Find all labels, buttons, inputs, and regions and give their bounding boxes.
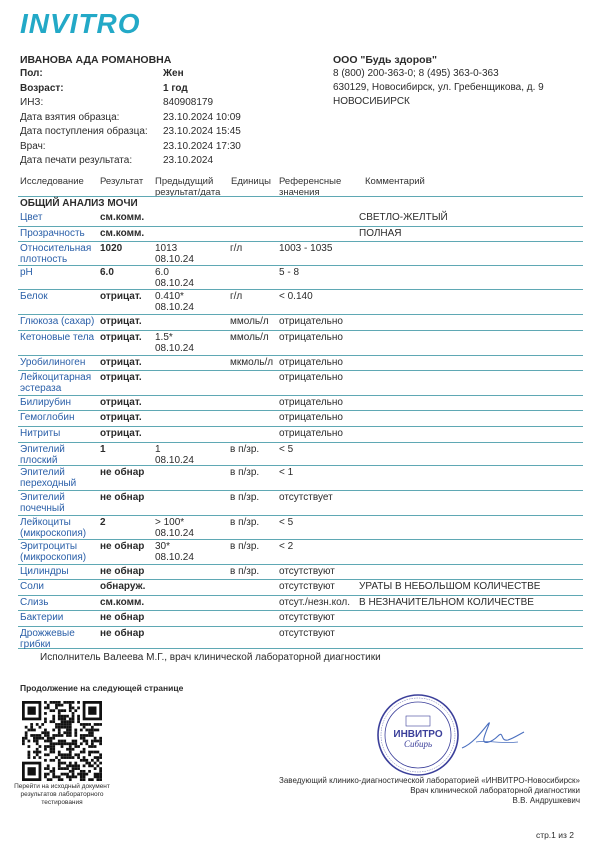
table-row xyxy=(18,211,583,227)
col-ref xyxy=(279,176,341,198)
org-city: НОВОСИБИРСК xyxy=(333,96,410,107)
test-name: Эпителий почечный xyxy=(20,492,65,514)
lab-stamp xyxy=(376,693,460,777)
test-result: отрицат. xyxy=(100,428,142,439)
test-result: 1 xyxy=(100,444,106,455)
test-result: см.комм. xyxy=(100,228,145,239)
patient-field-value: 1 год xyxy=(163,82,188,94)
patient-field-value: 23.10.2024 xyxy=(163,155,214,166)
table-row xyxy=(18,443,583,466)
test-result: не обнар xyxy=(100,566,145,577)
signature-mark xyxy=(458,716,528,756)
test-result: отрицат. xyxy=(100,412,142,423)
qr-code[interactable] xyxy=(22,701,102,781)
patient-field-label: Возраст: xyxy=(20,82,64,94)
org-name: ООО "Будь здоров" xyxy=(333,54,437,66)
test-name: Слизь xyxy=(20,597,49,608)
patient-field-label: Пол: xyxy=(20,68,43,79)
test-result: не обнар xyxy=(100,628,145,639)
table-row xyxy=(18,227,583,242)
test-previous xyxy=(155,444,230,466)
table-row xyxy=(18,516,583,540)
test-name: Эритроциты (микроскопия) xyxy=(20,541,87,563)
previous-value: 0.410* xyxy=(155,291,184,302)
previous-date: 08.10.24 xyxy=(155,278,194,289)
test-reference: отрицательно xyxy=(279,316,343,327)
test-unit: в п/зр. xyxy=(230,541,260,552)
previous-value: 6.0 xyxy=(155,267,169,278)
table-row xyxy=(18,266,583,290)
previous-value: 1 xyxy=(155,444,161,455)
test-result: отрицат. xyxy=(100,316,142,327)
signature-line-1: Заведующий клинико-диагностической лабораторией «ИНВИТРО-Новосибирск» xyxy=(279,776,580,785)
table-row xyxy=(18,411,583,427)
test-name: Эпителий переходный xyxy=(20,467,77,489)
test-result: 2 xyxy=(100,517,106,528)
patient-field-value: Жен xyxy=(163,68,184,79)
test-name: Глюкоза (сахар) xyxy=(20,316,95,327)
table-row xyxy=(18,356,583,371)
test-unit: в п/зр. xyxy=(230,517,260,528)
test-reference: отрицательно xyxy=(279,412,343,423)
patient-field-label: Дата печати результата: xyxy=(20,155,133,166)
test-name: Относительная плотность xyxy=(20,243,92,265)
previous-date: 08.10.24 xyxy=(155,552,194,563)
test-name: Бактерии xyxy=(20,612,64,623)
test-reference: отрицательно xyxy=(279,397,343,408)
header-rule xyxy=(18,196,583,197)
stamp-line-1: ИНВИТРО xyxy=(393,729,443,740)
test-name: Прозрачность xyxy=(20,228,85,239)
test-reference: < 0.140 xyxy=(279,291,313,302)
test-name: Цилиндры xyxy=(20,566,69,577)
continued-note: Продолжение на следующей странице xyxy=(20,683,184,693)
test-reference: отсутствуют xyxy=(279,581,335,592)
test-result: отрицат. xyxy=(100,291,142,302)
test-reference: < 5 xyxy=(279,517,294,528)
previous-value: 30* xyxy=(155,541,171,552)
signature-line-3: В.В. Андрушкевич xyxy=(512,796,580,805)
test-unit: мкмоль/л xyxy=(230,357,274,368)
section-title: ОБЩИЙ АНАЛИЗ МОЧИ xyxy=(20,198,138,209)
test-reference: < 1 xyxy=(279,467,294,478)
test-name: Белок xyxy=(20,291,48,302)
patient-field-value: 840908179 xyxy=(163,97,214,108)
test-comment: СВЕТЛО-ЖЕЛТЫЙ xyxy=(359,212,448,223)
test-previous xyxy=(155,291,230,313)
col-ref-line1: Референсные xyxy=(279,176,342,187)
signature-line-2: Врач клинической лабораторной диагностики xyxy=(410,786,580,795)
test-unit: в п/зр. xyxy=(230,467,260,478)
previous-date: 08.10.24 xyxy=(155,455,194,466)
patient-field-value: 23.10.2024 15:45 xyxy=(163,126,241,137)
col-prev-line1: Предыдущий xyxy=(155,176,214,187)
table-row xyxy=(18,596,583,611)
test-previous xyxy=(155,541,230,563)
table-row xyxy=(18,580,583,596)
test-reference: отсут./незн.кол. xyxy=(279,597,351,608)
test-previous xyxy=(155,517,230,539)
test-reference: отсутствует xyxy=(279,492,333,503)
table-row xyxy=(18,396,583,411)
patient-field-label: ИНЗ: xyxy=(20,97,44,108)
test-result: отрицат. xyxy=(100,332,142,343)
patient-field-label: Врач: xyxy=(20,140,46,152)
table-row xyxy=(18,371,583,396)
signature-block xyxy=(250,776,580,806)
test-result: не обнар xyxy=(100,467,145,478)
col-ref-line2: значения xyxy=(279,187,320,198)
patient-field-value: 23.10.2024 10:09 xyxy=(163,111,241,123)
test-name: Цвет xyxy=(20,212,43,223)
test-result: не обнар xyxy=(100,541,145,552)
previous-date: 08.10.24 xyxy=(155,343,194,354)
table-row xyxy=(18,611,583,627)
test-previous xyxy=(155,332,230,354)
test-reference: 5 - 8 xyxy=(279,267,300,278)
test-result: см.комм. xyxy=(100,212,145,223)
test-unit: г/л xyxy=(230,291,243,302)
test-name: Лейкоциты (микроскопия) xyxy=(20,517,87,539)
test-reference: отрицательно xyxy=(279,357,343,368)
patient-field-label: Дата взятия образца: xyxy=(20,111,120,123)
test-result: отрицат. xyxy=(100,397,142,408)
test-reference: 1003 - 1035 xyxy=(279,243,333,254)
table-row xyxy=(18,427,583,443)
col-result: Результат xyxy=(100,176,144,187)
table-row xyxy=(18,540,583,565)
test-result: 6.0 xyxy=(100,267,114,278)
table-row xyxy=(18,565,583,580)
org-phones: 8 (800) 200-363-0; 8 (495) 363-0-363 xyxy=(333,68,499,79)
test-unit: в п/зр. xyxy=(230,492,260,503)
test-reference: отрицательно xyxy=(279,372,343,383)
test-result: не обнар xyxy=(100,612,145,623)
col-comment: Комментарий xyxy=(365,176,425,187)
test-unit: ммоль/л xyxy=(230,316,269,327)
table-row xyxy=(18,491,583,516)
test-name: Кетоновые тела xyxy=(20,332,95,343)
table-row xyxy=(18,466,583,491)
test-result: отрицат. xyxy=(100,372,142,383)
test-name: Нитриты xyxy=(20,428,61,439)
test-name: Лейкоцитарная эстераза xyxy=(20,372,92,394)
previous-date: 08.10.24 xyxy=(155,528,194,539)
qr-caption: Перейти на исходный документ результатов лабораторного тестирования xyxy=(14,783,110,806)
test-name: Эпителий плоский xyxy=(20,444,65,466)
table-row xyxy=(18,242,583,266)
test-result: отрицат. xyxy=(100,357,142,368)
test-name: Соли xyxy=(20,581,44,592)
patient-field-value: 23.10.2024 17:30 xyxy=(163,140,241,152)
previous-date: 08.10.24 xyxy=(155,302,194,313)
table-row xyxy=(18,331,583,356)
test-reference: отрицательно xyxy=(279,428,343,439)
table-row xyxy=(18,315,583,331)
test-reference: отсутствуют xyxy=(279,628,335,639)
col-test: Исследование xyxy=(20,176,84,187)
test-previous xyxy=(155,267,230,289)
test-comment: УРАТЫ В НЕБОЛЬШОМ КОЛИЧЕСТВЕ xyxy=(359,581,541,592)
test-name: Дрожжевые грибки xyxy=(20,628,75,650)
test-reference: < 5 xyxy=(279,444,294,455)
test-reference: отсутствуют xyxy=(279,612,335,623)
col-prev xyxy=(155,176,220,198)
test-reference: отсутствуют xyxy=(279,566,335,577)
previous-value: > 100* xyxy=(155,517,185,528)
previous-value: 1.5* xyxy=(155,332,173,343)
patient-field-label: Дата поступления образца: xyxy=(20,126,148,137)
test-previous xyxy=(155,243,230,265)
test-name: Уробилиноген xyxy=(20,357,86,368)
table-row xyxy=(18,627,583,649)
test-name: Билирубин xyxy=(20,397,71,408)
test-result: обнаруж. xyxy=(100,581,146,592)
patient-name: ИВАНОВА АДА РОМАНОВНА xyxy=(20,54,172,66)
test-comment: ПОЛНАЯ xyxy=(359,228,402,239)
test-result: см.комм. xyxy=(100,597,145,608)
table-row xyxy=(18,290,583,315)
test-reference: < 2 xyxy=(279,541,294,552)
org-address: 630129, Новосибирск, ул. Гребенщикова, д. 9 xyxy=(333,82,544,93)
test-unit: в п/зр. xyxy=(230,444,260,455)
test-name: Гемоглобин xyxy=(20,412,75,423)
test-result: 1020 xyxy=(100,243,123,254)
page-number: стр.1 из 2 xyxy=(535,830,574,840)
test-unit: в п/зр. xyxy=(230,566,260,577)
stamp-line-2: Сибирь xyxy=(403,739,433,749)
test-name: pH xyxy=(20,267,33,278)
previous-value: 1013 xyxy=(155,243,178,254)
performer: Исполнитель Валеева М.Г., врач клинической лабораторной диагностики xyxy=(40,652,381,663)
test-comment: В НЕЗНАЧИТЕЛЬНОМ КОЛИЧЕСТВЕ xyxy=(359,597,534,608)
col-units: Единицы xyxy=(231,176,272,187)
test-result: не обнар xyxy=(100,492,145,503)
previous-date: 08.10.24 xyxy=(155,254,194,265)
test-unit: г/л xyxy=(230,243,243,254)
test-unit: ммоль/л xyxy=(230,332,269,343)
col-prev-line2: результат/дата xyxy=(155,187,221,198)
invitro-logo: INVITRO xyxy=(20,8,141,39)
test-reference: отрицательно xyxy=(279,332,343,343)
